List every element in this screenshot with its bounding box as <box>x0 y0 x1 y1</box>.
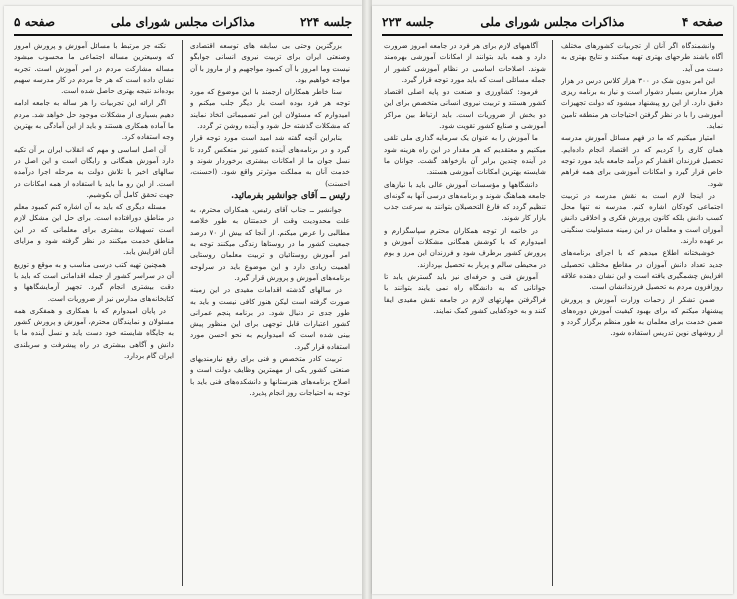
paragraph: خوشبختانه اطلاع میدهم که با اجرای برنامه‌های جدید تعداد دانش آموزان در مقاطع مختلف تحصیلی افزایش چشمگیری یافته است و این نشان دهنده علاقه روزافزون مردم به تحصیل فرزندانشان است. <box>561 248 723 292</box>
left-page-number: صفحه ۵ <box>14 15 56 29</box>
paragraph: آموزش فنی و حرفه‌ای نیز باید گسترش یابد تا جوانانی که به دانشگاه راه نمی یابند بتوانند با فراگرفتن مهارتهای لازم در جامعه نقش مفیدی ایفا کنند و به خودکفایی کشور کمک نمایند. <box>384 271 546 315</box>
paragraph: مسئله دیگری که باید به آن اشاره کنم کمبود معلم در مناطق دورافتاده است. برای حل این مشکل لازم است تسهیلات بیشتری برای معلمانی که در این مناطق خدمت میکنند در نظر گرفته شود و مزایای آنان افزایش یابد. <box>14 202 174 257</box>
paragraph: بزرگترین وحتی بی سابقه های توسعه اقتصادی وصنعتی ایران برای تربیت نیروی انسانی جوابگو نیست وما امروز با آن کمبود مواجهیم و از ماروز با آن مواجه خواهیم بود. <box>190 41 350 84</box>
paragraph: همچنین تهیه کتب درسی مناسب و به موقع و توزیع آن در سراسر کشور از جمله اقداماتی است که باید با دقت بیشتری انجام گیرد. تجهیز آزمایشگاهها و کتابخانه‌های مدارس نیز از ضروریات است. <box>14 259 174 303</box>
paragraph: دانشگاهها و مؤسسات آموزش عالی باید با نیازهای جامعه هماهنگ شوند و برنامه‌های درسی آنها به گونه‌ای تنظیم گردد که فارغ التحصیلان بتوانند به سرعت جذب بازار کار شوند. <box>384 179 546 223</box>
column-divider <box>552 40 553 586</box>
speaker-line: رئیس ــ آقای جوانشیر بفرمائید. <box>230 190 350 201</box>
column-divider <box>182 40 183 586</box>
book-gutter <box>362 0 372 599</box>
left-page-column-right <box>190 40 350 586</box>
left-page-column-left <box>14 40 174 586</box>
right-page-column-right <box>561 40 723 586</box>
paragraph: سنا خاطر همکاران ارجمند با این موضوع که مورد توجه هر فرد بوده است بار دیگر جلب میکنم و امیدوارم که مسئولان این امر تصمیماتی اتخاذ نمایند که مشکلات گذشته حل شود و آینده روشن تر گردد. <box>190 87 350 131</box>
paragraph: در پایان امیدوارم که با همکاری و همفکری همه مسئولان و نمایندگان محترم، آموزش و پرورش کشور به جایگاه شایسته خود دست یابد و نسل آینده ما با دانش و آگاهی بیشتری در راه پیشرفت و سربلندی ایران گام بردارد. <box>14 305 174 361</box>
paragraph: در اینجا لازم است به نقش مدرسه در تربیت اجتماعی کودکان اشاره کنم. مدرسه نه تنها محل کسب دانش بلکه کانون پرورش فکری و اخلاقی دانش آموزان است و معلمان در این زمینه مسئولیت سنگینی بر عهده دارند. <box>561 190 723 246</box>
right-session-number: جلسه ۲۲۳ <box>382 15 435 29</box>
paragraph: ضمن تشکر از زحمات وزارت آموزش و پرورش پیشنهاد میکنم که برای بهبود کیفیت آموزش دوره‌های ضمن خدمت برای معلمان به طور منظم برگزار گردد و از روشهای نوین تدریس استفاده شود. <box>561 294 723 338</box>
left-page-header <box>14 14 352 36</box>
right-page-column-left <box>384 40 546 586</box>
paragraph: نکته جز مرتبط با مسائل آموزش و پرورش امروز که وسیعترین مساله اجتماعی ما محسوب میشود مساله مشارکت مردم در امر آموزش است. تجربه نشان داده است که هر جا مردم در کار مدرسه سهیم بوده‌اند نتیجه بهتری حاصل شده است. <box>14 41 174 96</box>
paragraph: اگر ارائه این تجربیات را هر ساله به جامعه ادامه دهیم بسیاری از مشکلات موجود حل خواهد شد. مردم ما آماده همکاری هستند و باید از این آمادگی به بهترین وجه استفاده کرد. <box>14 98 174 142</box>
right-page <box>372 6 733 594</box>
right-page-header <box>382 14 723 36</box>
paragraph: این امر بدون شک در ۳۰۰ هزار کلاس درس در هزار هزار مدارس بسیار دشوار است و نیاز به برنامه ریزی دقیق دارد. از این رو پیشنهاد میشود که دولت تجهیزات آموزشی را با در نظر گرفتن احتیاجات هر منطقه تامین نماید. <box>561 75 723 131</box>
paragraph: جوانشیر ــ جناب آقای رئیس، همکاران محترم، به علت محدودیت وقت از خدمتتان به طور خلاصه مطالبی را عرض میکنم. از آنجا که بیش از ۷۰ درصد جمعیت کشور ما در روستاها زندگی میکنند توجه به امر آموزش روستائیان و تربیت معلمان روستایی اهمیت زیادی دارد و این موضوع باید در سرلوحه برنامه‌های آموزش و پرورش قرار گیرد. <box>190 205 350 282</box>
paragraph: در سالهای گذشته اقدامات مفیدی در این زمینه صورت گرفته است لیکن هنوز کافی نیست و باید به طور جدی تر دنبال شود. در برنامه پنجم عمرانی کشور اعتبارات قابل توجهی برای این منظور پیش بینی شده است که امیدواریم به نحو احسن مورد استفاده قرار گیرد. <box>190 285 350 351</box>
paragraph: ما آموزش را به عنوان یک سرمایه گذاری ملی تلقی میکنیم و معتقدیم که هر مقدار در این راه هزینه شود در آینده چندین برابر آن بازخواهد گشت. جوانان ما شایسته بهترین امکانات آموزشی هستند. <box>384 133 546 177</box>
paragraph: بنابراین آنچه گفته شد امید است مورد توجه قرار گیرد و در برنامه‌های آینده کشور نیز منعکس گردد تا نسل جوان ما از امکانات بیشتری برخوردار شوند و خدمت آنان به مملکت موثرتر واقع شود. (احسنت، احسنت) <box>190 133 350 188</box>
left-session-number: جلسه ۲۲۴ <box>299 15 352 29</box>
right-page-title: مذاکرات مجلس شورای ملی <box>480 15 625 29</box>
left-page-title: مذاکرات مجلس شورای ملی <box>110 15 256 29</box>
paragraph: امتیاز میکنیم که ما در فهم مسائل آموزش مدرسه همان کاری را کردیم که در اقتصاد انجام داده‌ایم. تحصیل فرزندان اقشار کم درآمد جامعه باید مورد توجه خاص قرار گیرد و امکانات آموزشی برای همه فراهم شود. <box>561 133 723 188</box>
paragraph: وانشمندگاه اگر آنان از تجربیات کشورهای مختلف آگاه باشند طرحهای بهتری تهیه میکنند و نتایج بهتری به دست می آید. <box>561 41 723 73</box>
paragraph: آن اصل اساسی و مهم که انقلاب ایران بر آن تکیه دارد آموزش همگانی و رایگان است و این اصل در سالهای اخیر با تلاش دولت به مرحله اجرا درآمده است. از این رو ما باید با استفاده از همه امکانات در جهت تحقق کامل آن بکوشیم. <box>14 144 174 199</box>
paragraph: در خاتمه از توجه همکاران محترم سپاسگزارم و امیدوارم که با کوشش همگانی مشکلات آموزش و پرورش کشور برطرف شود و فرزندان این مرز و بوم در محیطی سالم و پربار به تحصیل بپردازند. <box>384 225 546 269</box>
paragraph: فرمود: کشاورزی و صنعت دو پایه اصلی اقتصاد کشور هستند و تربیت نیروی انسانی متخصص برای این دو بخش از ضروریات است. باید ارتباط بین مراکز آموزشی و صنایع کشور تقویت شود. <box>384 87 546 131</box>
left-page <box>4 6 362 594</box>
paragraph: تربیت کادر متخصص و فنی برای رفع نیازمندیهای صنعتی کشور یکی از مهمترین وظایف دولت است و اصلاح برنامه‌های هنرستانها و دانشکده‌های فنی باید با توجه به احتیاجات روز انجام پذیرد. <box>190 354 350 397</box>
right-page-number: صفحه ۴ <box>681 15 723 29</box>
paragraph: آگاهیهای لازم برای هر فرد در جامعه امروز ضرورت دارد و همه باید بتوانند از امکانات آموزشی بهره‌مند شوند. اصلاحات اساسی در نظام آموزشی کشور از جمله مسائلی است که باید مورد توجه قرار گیرد. <box>384 41 546 84</box>
